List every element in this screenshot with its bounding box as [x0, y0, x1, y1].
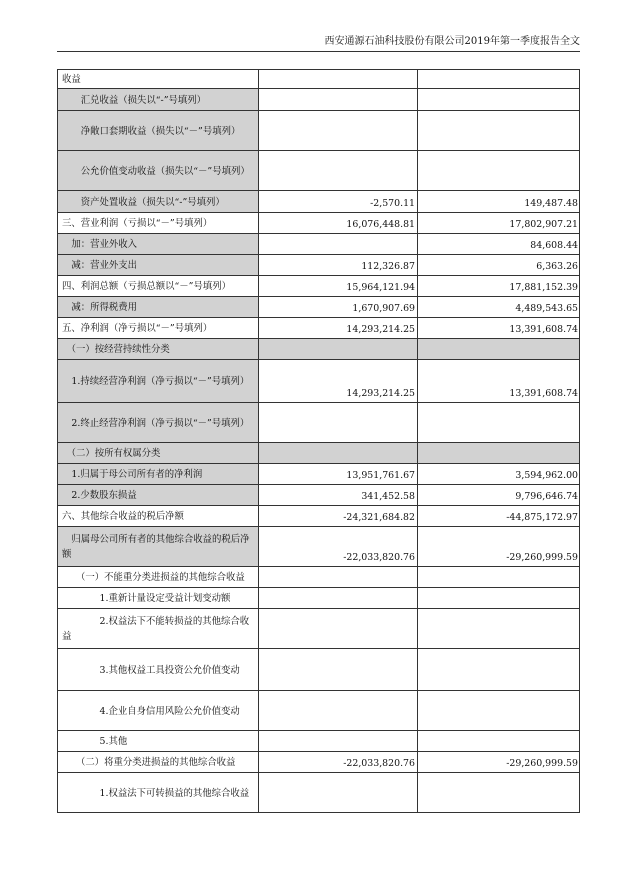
prior-period-value: -29,260,999.59	[418, 752, 580, 773]
row-label: （一）不能重分类进损益的其他综合收益	[58, 567, 259, 588]
table-row	[58, 70, 580, 89]
prior-period-value: 13,391,608.74	[418, 318, 580, 339]
current-period-value: 1,670,907.69	[259, 297, 418, 318]
current-period-value: 341,452.58	[259, 485, 418, 506]
table-row	[58, 89, 580, 111]
table-row	[58, 151, 580, 191]
prior-period-value	[418, 443, 580, 464]
row-label: 1.持续经营净利润（净亏损以“－”号填列）	[58, 360, 259, 403]
row-label: 减：营业外支出	[58, 255, 259, 276]
row-label: 汇兑收益（损失以“-”号填列）	[58, 89, 259, 111]
prior-period-value	[418, 588, 580, 609]
current-period-value: 16,076,448.81	[259, 213, 418, 234]
prior-period-value	[418, 773, 580, 813]
current-period-value	[259, 111, 418, 151]
row-label: （二）将重分类进损益的其他综合收益	[58, 752, 259, 773]
current-period-value: -22,033,820.76	[259, 752, 418, 773]
table-row	[58, 318, 580, 339]
table-row	[58, 773, 580, 813]
prior-period-value: 3,594,962.00	[418, 464, 580, 485]
prior-period-value: 6,363.26	[418, 255, 580, 276]
prior-period-value	[418, 567, 580, 588]
report-header: 西安通源石油科技股份有限公司2019年第一季度报告全文	[324, 36, 580, 47]
table-row	[58, 506, 580, 527]
current-period-value: 15,964,121.94	[259, 276, 418, 297]
current-period-value: 13,951,761.67	[259, 464, 418, 485]
current-period-value	[259, 89, 418, 111]
prior-period-value	[418, 403, 580, 443]
prior-period-value	[418, 609, 580, 649]
row-label: 4.企业自身信用风险公允价值变动	[58, 691, 259, 731]
row-label: 2.终止经营净利润（净亏损以“－”号填列）	[58, 403, 259, 443]
table-row	[58, 339, 580, 360]
table-row	[58, 485, 580, 506]
row-label: 三、营业利润（亏损以“－”号填列）	[58, 213, 259, 234]
row-label: 资产处置收益（损失以“-”号填列）	[58, 191, 259, 213]
table-row	[58, 588, 580, 609]
row-label: （二）按所有权属分类	[58, 443, 259, 464]
table-row	[58, 297, 580, 318]
prior-period-value: -29,260,999.59	[418, 527, 580, 567]
current-period-value	[259, 151, 418, 191]
table-row	[58, 731, 580, 752]
header-rule	[57, 51, 580, 52]
table-row	[58, 255, 580, 276]
current-period-value	[259, 588, 418, 609]
prior-period-value	[418, 691, 580, 731]
row-label: 5.其他	[58, 731, 259, 752]
table-row	[58, 464, 580, 485]
current-period-value: -22,033,820.76	[259, 527, 418, 567]
table-row	[58, 403, 580, 443]
current-period-value	[259, 443, 418, 464]
row-label: 1.归属于母公司所有者的净利润	[58, 464, 259, 485]
current-period-value	[259, 567, 418, 588]
prior-period-value: 17,881,152.39	[418, 276, 580, 297]
table-row	[58, 443, 580, 464]
current-period-value: -2,570.11	[259, 191, 418, 213]
income-statement-table	[57, 69, 580, 813]
current-period-value	[259, 691, 418, 731]
current-period-value: -24,321,684.82	[259, 506, 418, 527]
prior-period-value	[418, 151, 580, 191]
prior-period-value	[418, 649, 580, 691]
prior-period-value: -44,875,172.97	[418, 506, 580, 527]
current-period-value	[259, 649, 418, 691]
row-label: 2.少数股东损益	[58, 485, 259, 506]
table-row	[58, 752, 580, 773]
current-period-value	[259, 70, 418, 89]
row-label: 加：营业外收入	[58, 234, 259, 255]
row-label: 3.其他权益工具投资公允价值变动	[58, 649, 259, 691]
prior-period-value: 17,802,907.21	[418, 213, 580, 234]
table-row	[58, 276, 580, 297]
prior-period-value: 84,608.44	[418, 234, 580, 255]
table-row	[58, 213, 580, 234]
prior-period-value	[418, 731, 580, 752]
prior-period-value	[418, 111, 580, 151]
table-row	[58, 609, 580, 649]
row-label: 六、其他综合收益的税后净额	[58, 506, 259, 527]
table-row	[58, 111, 580, 151]
table-row	[58, 191, 580, 213]
current-period-value: 14,293,214.25	[259, 360, 418, 403]
prior-period-value: 9,796,646.74	[418, 485, 580, 506]
prior-period-value: 13,391,608.74	[418, 360, 580, 403]
current-period-value: 14,293,214.25	[259, 318, 418, 339]
current-period-value	[259, 773, 418, 813]
current-period-value	[259, 609, 418, 649]
row-label: 公允价值变动收益（损失以“－”号填列）	[58, 151, 259, 191]
prior-period-value: 149,487.48	[418, 191, 580, 213]
row-label: 1.重新计量设定受益计划变动额	[58, 588, 259, 609]
row-label: 减：所得税费用	[58, 297, 259, 318]
prior-period-value: 4,489,543.65	[418, 297, 580, 318]
table-row	[58, 691, 580, 731]
row-label: 四、利润总额（亏损总额以“－”号填列）	[58, 276, 259, 297]
row-label: 归属母公司所有者的其他综合收益的税后净额	[58, 527, 259, 567]
current-period-value	[259, 403, 418, 443]
row-label: 2.权益法下不能转损益的其他综合收益	[58, 609, 259, 649]
row-label: （一）按经营持续性分类	[58, 339, 259, 360]
prior-period-value	[418, 70, 580, 89]
prior-period-value	[418, 339, 580, 360]
table-row	[58, 360, 580, 403]
table-row	[58, 527, 580, 567]
row-label: 1.权益法下可转损益的其他综合收益	[58, 773, 259, 813]
prior-period-value	[418, 89, 580, 111]
row-label: 五、净利润（净亏损以“－”号填列）	[58, 318, 259, 339]
current-period-value	[259, 234, 418, 255]
row-label: 净敞口套期收益（损失以“－”号填列）	[58, 111, 259, 151]
table-row	[58, 234, 580, 255]
current-period-value	[259, 731, 418, 752]
table-row	[58, 567, 580, 588]
current-period-value: 112,326.87	[259, 255, 418, 276]
row-label: 收益	[58, 70, 259, 89]
current-period-value	[259, 339, 418, 360]
table-row	[58, 649, 580, 691]
